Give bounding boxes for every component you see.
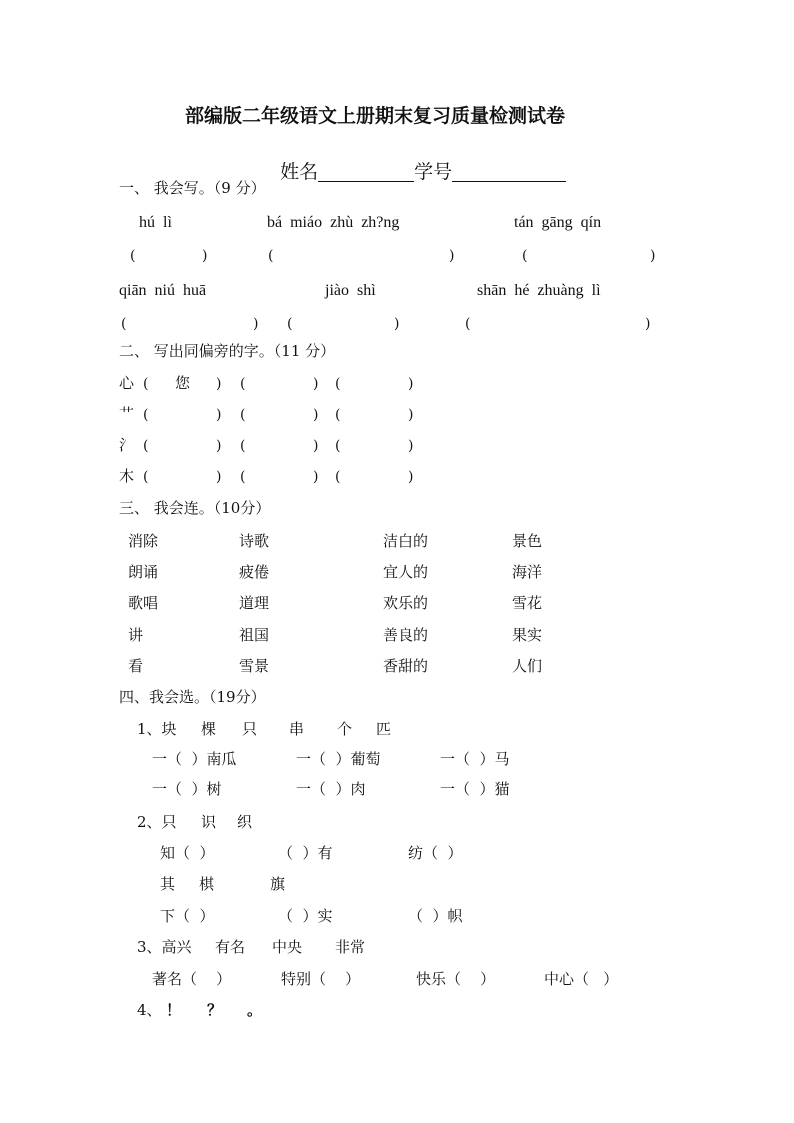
q4-label: 4、 xyxy=(137,1001,162,1019)
match-word[interactable]: 消除 xyxy=(128,532,159,550)
q3-option: 非常 xyxy=(335,938,366,956)
name-label: 姓名 xyxy=(280,161,319,183)
fill-item[interactable]: 一（ ）猫 xyxy=(440,780,510,798)
fill-item[interactable]: 一（ ）肉 xyxy=(296,780,366,798)
fill-item[interactable]: （ ）有 xyxy=(278,844,333,862)
answer-paren[interactable]: ) xyxy=(408,376,414,392)
fill-item[interactable]: 中心（ ） xyxy=(544,970,619,988)
match-word[interactable]: 香甜的 xyxy=(383,657,429,675)
match-word[interactable]: 人们 xyxy=(512,657,543,675)
answer-paren[interactable]: ( xyxy=(121,316,127,332)
answer-paren[interactable]: ) xyxy=(313,407,319,423)
pinyin-item: hú lì xyxy=(139,214,172,231)
answer-paren[interactable]: ) xyxy=(394,316,400,332)
radical-label: 艹 xyxy=(119,405,135,423)
pinyin-item: shān hé zhuàng lì xyxy=(477,282,601,299)
pinyin-item: jiào shì xyxy=(325,282,376,299)
pinyin-item: bá miáo zhù zh?ng xyxy=(267,214,400,231)
answer-paren[interactable]: ( xyxy=(143,469,149,485)
answer-paren[interactable]: ) xyxy=(216,376,222,392)
match-word[interactable]: 欢乐的 xyxy=(383,594,429,612)
answer-paren[interactable]: ) xyxy=(216,469,222,485)
answer-paren[interactable]: ( xyxy=(335,469,341,485)
match-word[interactable]: 果实 xyxy=(512,626,543,644)
fill-item[interactable]: 一（ ）马 xyxy=(440,750,510,768)
answer-paren[interactable]: ) xyxy=(216,407,222,423)
fill-item[interactable]: 知（ ） xyxy=(160,844,215,862)
id-label: 学号 xyxy=(414,161,453,183)
match-word[interactable]: 景色 xyxy=(512,532,543,550)
q1-option: 棵 xyxy=(201,720,217,738)
q4-mark: ！ xyxy=(166,1001,182,1019)
answer-paren[interactable]: ) xyxy=(253,316,259,332)
name-id-line xyxy=(268,144,566,182)
answer-paren[interactable]: ( xyxy=(335,376,341,392)
match-word[interactable]: 雪花 xyxy=(512,594,543,612)
radical-label: 氵 xyxy=(119,436,135,454)
answer-paren[interactable]: ) xyxy=(645,316,651,332)
example-answer: 您 xyxy=(175,374,191,392)
answer-paren[interactable]: ( xyxy=(522,248,528,264)
answer-paren[interactable]: ( xyxy=(240,469,246,485)
fill-item[interactable]: （ ）实 xyxy=(278,907,333,925)
match-word[interactable]: 歌唱 xyxy=(128,594,159,612)
q1-label: 1、块 xyxy=(137,720,177,738)
section-2-heading: 二、 写出同偏旁的字。（11 分） xyxy=(119,342,336,360)
q4-mark: 。 xyxy=(247,1001,263,1019)
match-word[interactable]: 讲 xyxy=(128,626,144,644)
id-blank[interactable] xyxy=(452,163,566,182)
fill-item[interactable]: 一（ ）葡萄 xyxy=(296,750,381,768)
match-word[interactable]: 祖国 xyxy=(239,626,270,644)
fill-item[interactable]: 特别（ ） xyxy=(281,970,361,988)
fill-item[interactable]: 一（ ）南瓜 xyxy=(152,750,237,768)
answer-paren[interactable]: ( xyxy=(130,248,136,264)
fill-item[interactable]: 下（ ） xyxy=(160,907,215,925)
answer-paren[interactable]: ( xyxy=(335,438,341,454)
q1-option: 只 xyxy=(242,720,258,738)
answer-paren[interactable]: ) xyxy=(408,407,414,423)
match-word[interactable]: 诗歌 xyxy=(239,532,270,550)
section-4-heading: 四、我会选。（19分） xyxy=(119,688,266,706)
q2-label: 2、只 xyxy=(137,813,177,831)
answer-paren[interactable]: ( xyxy=(268,248,274,264)
q3-option: 中央 xyxy=(272,938,303,956)
q4-mark: ？ xyxy=(207,1001,223,1019)
answer-paren[interactable]: ) xyxy=(449,248,455,264)
answer-paren[interactable]: ( xyxy=(240,438,246,454)
pinyin-item: tán gāng qín xyxy=(514,214,602,231)
answer-paren[interactable]: ( xyxy=(287,316,293,332)
answer-paren[interactable]: ) xyxy=(650,248,656,264)
answer-paren[interactable]: ( xyxy=(143,376,149,392)
q1-option: 个 xyxy=(337,720,353,738)
radical-label: 心 xyxy=(119,374,135,392)
answer-paren[interactable]: ) xyxy=(216,438,222,454)
answer-paren[interactable]: ( xyxy=(240,376,246,392)
fill-item[interactable]: 纺（ ） xyxy=(408,844,463,862)
answer-paren[interactable]: ) xyxy=(408,438,414,454)
match-word[interactable]: 朗诵 xyxy=(128,563,159,581)
match-word[interactable]: 疲倦 xyxy=(239,563,270,581)
match-word[interactable]: 雪景 xyxy=(239,657,270,675)
answer-paren[interactable]: ( xyxy=(143,407,149,423)
fill-item[interactable]: （ ）帜 xyxy=(408,907,463,925)
answer-paren[interactable]: ) xyxy=(313,469,319,485)
section-1-heading: 一、 我会写。（9 分） xyxy=(119,179,266,197)
radical-label: 木 xyxy=(119,467,135,485)
fill-item[interactable]: 一（ ）树 xyxy=(152,780,222,798)
answer-paren[interactable]: ( xyxy=(335,407,341,423)
answer-paren[interactable]: ) xyxy=(202,248,208,264)
q2-option: 旗 xyxy=(270,875,286,893)
match-word[interactable]: 看 xyxy=(128,657,144,675)
answer-paren[interactable]: ( xyxy=(465,316,471,332)
match-word[interactable]: 海洋 xyxy=(512,563,543,581)
q3-label: 3、高兴 xyxy=(137,938,192,956)
answer-paren[interactable]: ) xyxy=(408,469,414,485)
page-title: 部编版二年级语文上册期末复习质量检测试卷 xyxy=(185,105,566,127)
pinyin-item: qiān niú huā xyxy=(119,282,207,299)
q2-option: 识 xyxy=(201,813,217,831)
answer-paren[interactable]: ( xyxy=(240,407,246,423)
answer-paren[interactable]: ) xyxy=(313,376,319,392)
q1-option: 串 xyxy=(289,720,305,738)
q2-option: 织 xyxy=(237,813,253,831)
answer-paren[interactable]: ) xyxy=(313,438,319,454)
answer-paren[interactable]: ( xyxy=(143,438,149,454)
name-blank[interactable] xyxy=(318,163,414,182)
match-word[interactable]: 洁白的 xyxy=(383,532,429,550)
q3-option: 有名 xyxy=(215,938,246,956)
match-word[interactable]: 宜人的 xyxy=(383,563,429,581)
section-3-heading: 三、 我会连。（10分） xyxy=(119,499,271,517)
fill-item[interactable]: 快乐（ ） xyxy=(416,970,496,988)
q2-option: 棋 xyxy=(199,875,215,893)
fill-item[interactable]: 著名（ ） xyxy=(152,970,232,988)
q1-option: 匹 xyxy=(376,720,392,738)
q2-option: 其 xyxy=(160,875,176,893)
match-word[interactable]: 善良的 xyxy=(383,626,429,644)
match-word[interactable]: 道理 xyxy=(239,594,270,612)
